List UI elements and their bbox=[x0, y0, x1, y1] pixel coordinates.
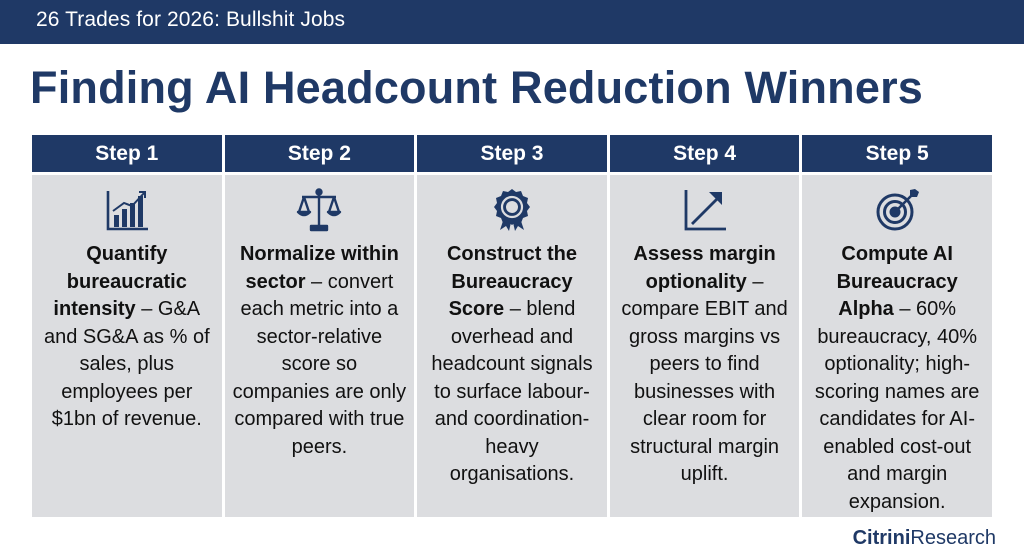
series-title: 26 Trades for 2026: Bullshit Jobs bbox=[36, 8, 346, 31]
page-title: Finding AI Headcount Reduction Winners bbox=[30, 62, 924, 113]
step-header: Step 3 bbox=[417, 135, 607, 172]
step-description bbox=[423, 241, 601, 489]
step-heading: Quantify bureaucratic intensity bbox=[53, 243, 187, 320]
step-column-2 bbox=[225, 135, 415, 517]
step-column-1 bbox=[32, 135, 222, 517]
step-detail: – G&A and SG&A as % of sales, plus employees per $1bn of revenue. bbox=[43, 298, 210, 430]
step-column-5 bbox=[802, 135, 992, 517]
step-header: Step 2 bbox=[225, 135, 415, 172]
step-heading: Construct the Bureaucracy Score bbox=[446, 243, 577, 320]
step-description bbox=[38, 241, 216, 434]
trend-up-arrow-icon bbox=[680, 185, 730, 235]
brand-part-1: Citrini bbox=[852, 527, 911, 549]
brand-logo bbox=[853, 527, 996, 550]
step-detail: – convert each metric into a sector-relative score so companies are only compared with true peers. bbox=[232, 270, 407, 458]
step-description bbox=[808, 241, 986, 516]
step-description bbox=[231, 241, 409, 461]
step-header: Step 5 bbox=[802, 135, 992, 172]
step-body bbox=[225, 175, 415, 517]
step-detail: – 60% bureaucracy, 40% optionality; high-scoring names are candidates for AI-enabled cost-out and margin expansion. bbox=[814, 298, 980, 513]
balance-scale-icon bbox=[294, 185, 344, 235]
step-heading: Compute AI Bureaucracy Alpha bbox=[836, 243, 958, 320]
step-description bbox=[616, 241, 794, 489]
top-banner bbox=[0, 0, 1024, 44]
step-header: Step 1 bbox=[32, 135, 222, 172]
step-heading: Assess margin optionality bbox=[633, 243, 776, 293]
step-heading: Normalize within sector bbox=[239, 243, 399, 293]
step-detail: – compare EBIT and gross margins vs peers to find businesses with clear room for structural margin uplift. bbox=[621, 270, 788, 485]
step-body bbox=[802, 175, 992, 517]
step-header: Step 4 bbox=[610, 135, 800, 172]
step-column-4 bbox=[610, 135, 800, 517]
step-body bbox=[610, 175, 800, 517]
brand-part-2: Research bbox=[910, 527, 996, 549]
target-icon bbox=[872, 185, 922, 235]
award-ribbon-icon bbox=[487, 185, 537, 235]
step-body bbox=[417, 175, 607, 517]
steps-table bbox=[32, 135, 992, 517]
step-detail: – blend overhead and headcount signals to surface labour- and coordination-heavy organisations. bbox=[431, 298, 593, 485]
step-column-3 bbox=[417, 135, 607, 517]
step-body bbox=[32, 175, 222, 517]
bar-chart-icon bbox=[102, 185, 152, 235]
